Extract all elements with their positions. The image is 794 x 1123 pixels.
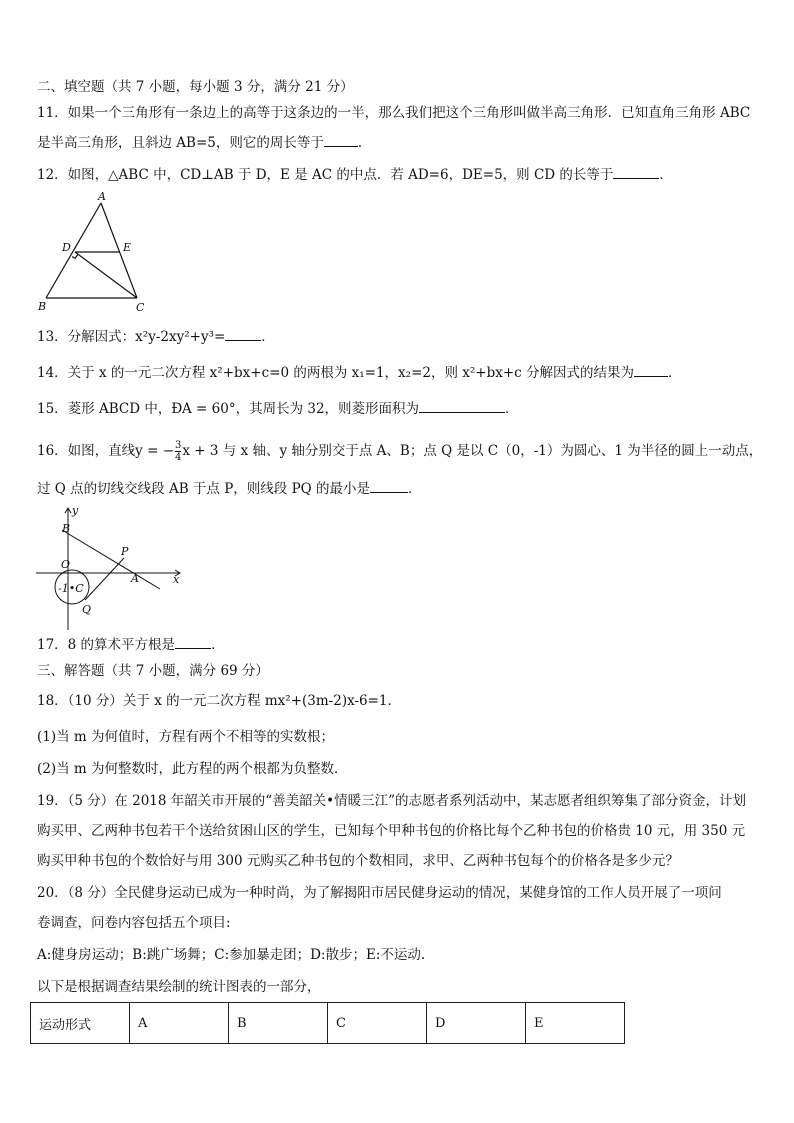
q17-text: 17．8 的算术平方根是 <box>37 637 176 653</box>
table-row <box>31 1003 625 1044</box>
answer-blank <box>370 480 408 493</box>
q17-end: ． <box>211 637 225 653</box>
label-o: O <box>61 558 71 571</box>
label-d: D <box>62 241 71 254</box>
label-y: y <box>72 504 79 517</box>
fraction-numerator: 3 <box>175 440 182 451</box>
triangle-figure <box>34 188 154 318</box>
table-cell: E <box>526 1003 625 1044</box>
label-b: B <box>62 522 71 535</box>
side-ab <box>46 203 101 298</box>
question-16-line-2 <box>37 480 422 498</box>
fraction-three-quarters <box>175 440 181 463</box>
question-19-line-2: 购买甲、乙两种书包若干个送给贫困山区的学生，已知每个甲种书包的价格比每个乙种书包的价格贵 10 元，用 350 元 <box>37 823 746 839</box>
question-17 <box>37 636 225 654</box>
section-2-heading: 二、填空题（共 7 小题，每小题 3 分，满分 21 分） <box>37 79 354 95</box>
q13-end: ． <box>261 329 275 345</box>
label-a: A <box>98 190 106 203</box>
fraction-denominator: 4 <box>175 452 182 463</box>
question-18-part-2: (2)当 m 为何整数时，此方程的两个根都为负整数． <box>37 761 348 777</box>
answer-blank <box>324 134 358 147</box>
question-19-line-1: 19．（5 分）在 2018 年韶关市开展的“善美韶关•情暖三江”的志愿者系列活动中，某志愿者组织筹集了部分资金，计划 <box>37 793 747 809</box>
question-20-line-4: 以下是根据调查结果绘制的统计图表的一部分， <box>37 979 321 995</box>
motion-type-table <box>30 1002 625 1044</box>
label-b: B <box>38 300 47 313</box>
q11-end: ． <box>357 135 372 151</box>
table-header-cell: 运动形式 <box>31 1003 130 1044</box>
q14-text: 14．关于 x 的一元二次方程 x²+bx+c=0 的两根为 x₁=1，x₂=2，则 x²+bx+c 分解因式的结果为 <box>37 365 635 381</box>
q16-prefix: 16．如图，直线y = − <box>37 443 175 459</box>
question-19-line-3: 购买甲种书包的个数恰好与用 300 元购买乙种书包的个数相同，求甲、乙两种书包每个的价格各是多少元？ <box>37 853 679 869</box>
label-p: P <box>121 545 129 558</box>
question-16-line-1 <box>37 440 762 463</box>
q16-mid: x + 3 与 x 轴、y 轴分别交于点 A、B；点 Q 是以 C（0，-1）为圆心、1 为半径的圆上一动点， <box>182 443 763 459</box>
question-11-line-1: 11．如果一个三角形有一条边上的高等于这条边的一半，那么我们把这个三角形叫做半高三角形．已知直角三角形 ABC <box>37 105 751 121</box>
answer-blank <box>175 636 211 649</box>
table-cell: B <box>229 1003 328 1044</box>
table-cell: D <box>427 1003 526 1044</box>
label-q: Q <box>82 603 92 616</box>
tangent-pq <box>85 558 124 600</box>
question-18-part-1: (1)当 m 为何值时，方程有两个不相等的实数根； <box>37 729 335 745</box>
right-angle-mark <box>72 255 78 259</box>
question-13 <box>37 328 275 346</box>
question-18: 18．（10 分）关于 x 的一元二次方程 mx²+(3m-2)x-6=1． <box>37 693 402 709</box>
q12-text: 12．如图，△ABC 中，CD⊥AB 于 D，E 是 AC 的中点．若 AD=6，DE=5，则 CD 的长等于 <box>37 167 614 183</box>
question-20-line-3: A:健身房运动；B:跳广场舞；C:参加暴走团；D:散步；E:不运动. <box>37 947 426 963</box>
answer-blank <box>634 364 668 377</box>
answer-blank <box>225 328 261 341</box>
q16-line-2-text: 过 Q 点的切线交线段 AB 于点 P，则线段 PQ 的最小是 <box>37 481 371 497</box>
q13-text: 13．分解因式：x²y-2xy²+y³= <box>37 329 226 345</box>
line-ab <box>62 530 160 589</box>
label-x: x <box>173 573 180 586</box>
label-c: C <box>136 301 145 314</box>
label-c: -1•C <box>58 582 84 595</box>
answer-blank <box>419 400 505 413</box>
q16-end: ． <box>408 481 422 497</box>
q12-end: ． <box>659 167 673 183</box>
q14-end: ． <box>668 365 682 381</box>
coordinate-figure <box>32 504 192 634</box>
q11-text: 是半高三角形，且斜边 AB=5，则它的周长等于 <box>37 135 324 151</box>
question-15 <box>37 400 519 418</box>
question-12 <box>37 166 673 184</box>
q15-end: ． <box>505 401 519 417</box>
side-ac <box>101 203 137 298</box>
label-a: A <box>131 572 139 585</box>
label-e: E <box>123 241 132 254</box>
answer-blank <box>613 166 659 179</box>
question-11-line-2 <box>37 134 371 152</box>
table-cell: C <box>328 1003 427 1044</box>
section-3-heading: 三、解答题（共 7 小题，满分 69 分） <box>37 663 269 679</box>
question-20-line-1: 20．（8 分）全民健身运动已成为一种时尚，为了解揭阳市居民健身运动的情况，某健身馆的工作人员开展了一项问 <box>37 885 722 901</box>
table-cell: A <box>130 1003 229 1044</box>
q15-text: 15．菱形 ABCD 中，ÐA = 60°，其周长为 32，则菱形面积为 <box>37 401 420 417</box>
question-14 <box>37 364 682 382</box>
question-20-line-2: 卷调查，问卷内容包括五个项目: <box>37 915 231 931</box>
